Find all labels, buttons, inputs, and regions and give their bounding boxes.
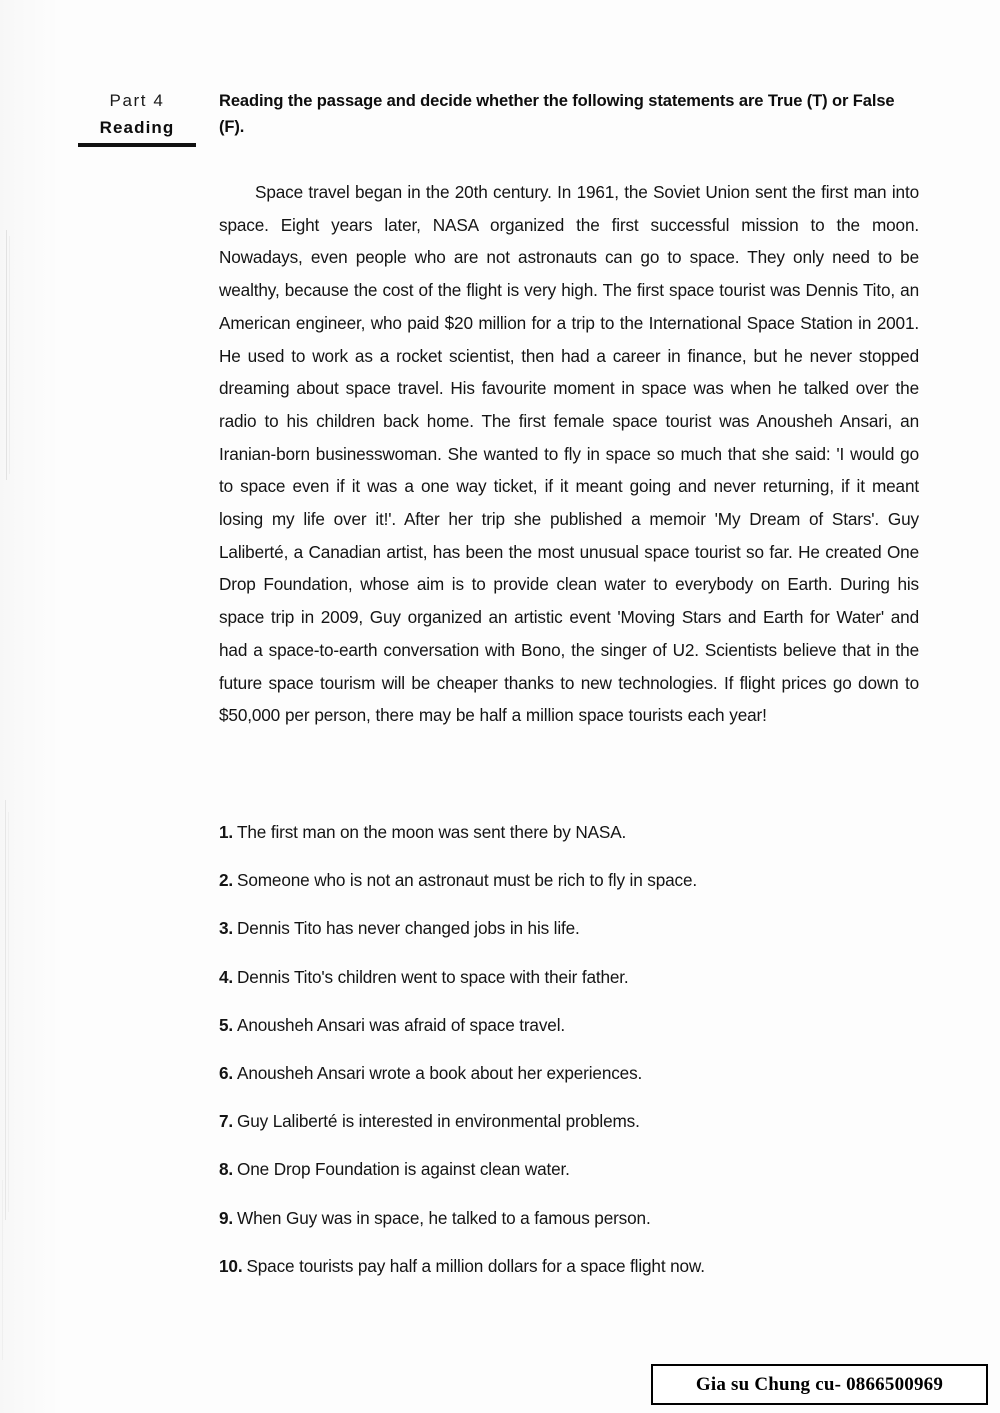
statement-number: 1. (219, 822, 234, 842)
task-instruction: Reading the passage and decide whether the following statements are True (T) or False (F). (219, 92, 895, 136)
statement-number: 10. (219, 1255, 243, 1276)
statement-item (219, 1254, 939, 1278)
statement-number: 8. (219, 1159, 234, 1180)
statement-number: 3. (219, 918, 234, 939)
section-underline-rule (78, 143, 196, 147)
statement-text: Dennis Tito's children went to space with their father. (237, 966, 629, 987)
statement-item (219, 1013, 939, 1037)
margin-section-label (78, 88, 196, 147)
statement-text: Anousheh Ansari was afraid of space travel. (237, 1014, 565, 1035)
footer-stamp-box (651, 1364, 988, 1405)
scan-artifact-line (2, 1180, 3, 1360)
scan-artifact-line (5, 800, 6, 1220)
statement-text: Someone who is not an astronaut must be rich to fly in space. (237, 870, 697, 891)
footer-stamp-text: Gia su Chung cu- 0866500969 (695, 1373, 944, 1395)
statement-text: When Guy was in space, he talked to a famous person. (237, 1207, 651, 1228)
statement-item (219, 965, 939, 989)
part-number-label: Part 4 (109, 91, 165, 110)
statement-text: The first man on the moon was sent there by NASA. (237, 822, 627, 842)
statement-number: 9. (219, 1207, 234, 1228)
statement-number: 4. (219, 966, 234, 987)
statement-number: 7. (219, 1111, 234, 1132)
statement-number: 6. (219, 1062, 234, 1083)
statement-number: 2. (219, 870, 234, 891)
statement-item (219, 1206, 939, 1230)
statement-text: One Drop Foundation is against clean water. (237, 1159, 570, 1180)
scan-artifact-line (9, 236, 10, 474)
reading-passage: Space travel began in the 20th century. In 1961, the Soviet Union sent the first man into space. Eight years later, NASA organized the first successful mission to the moon. Nowadays, even people who are not astronauts can go to space. They only need to be wealthy, because the cost of the flight is very high. The first space tourist was Dennis Tito, an American engineer, who paid $20 million for a trip to the International Space Station in 2001. He used to work as a rocket scientist, then had a career in finance, but he never stopped dreaming about space travel. His favourite moment in space was when he talked over the radio to his children back home. The first female space tourist was Anousheh Ansari, an Iranian-born businesswoman. She wanted to fly in space so much that she said: 'I would go to space even if it was a one way ticket, if it meant going and never returning, if it meant losing my life over it!'. After her trip she published a memoir 'My Dream of Stars'. Guy Laliberté, a Canadian artist, has been the most unusual space tourist so far. He created One Drop Foundation, whose aim is to provide clean water to everybody on Earth. During his space trip in 2009, Guy organized an artistic event 'Moving Stars and Earth for Water' and had a space-to-earth conversation with Bono, the singer of U2. Scientists believe that in the future space tourism will be cheaper thanks to new technologies. If flight prices go down to $50,000 per person, there may be half a million space tourists each year! (219, 182, 919, 726)
statement-item (219, 916, 939, 940)
statement-item (219, 1157, 939, 1181)
scan-edge-shadow (0, 0, 60, 1413)
section-name-label: Reading (99, 118, 175, 137)
statement-text: Dennis Tito has never changed jobs in his life. (237, 918, 580, 939)
statements-list (219, 820, 939, 1302)
statement-number: 5. (219, 1014, 234, 1035)
statement-text: Space tourists pay half a million dollars for a space flight now. (246, 1255, 705, 1276)
statement-item (219, 1109, 939, 1133)
statement-item (219, 820, 939, 844)
statement-text: Anousheh Ansari wrote a book about her experiences. (237, 1062, 643, 1083)
scan-artifact-line (8, 812, 9, 1212)
statement-item (219, 868, 939, 892)
scan-artifact-line (6, 230, 7, 480)
statement-item (219, 1061, 939, 1085)
statement-text: Guy Laliberté is interested in environmental problems. (237, 1111, 640, 1132)
